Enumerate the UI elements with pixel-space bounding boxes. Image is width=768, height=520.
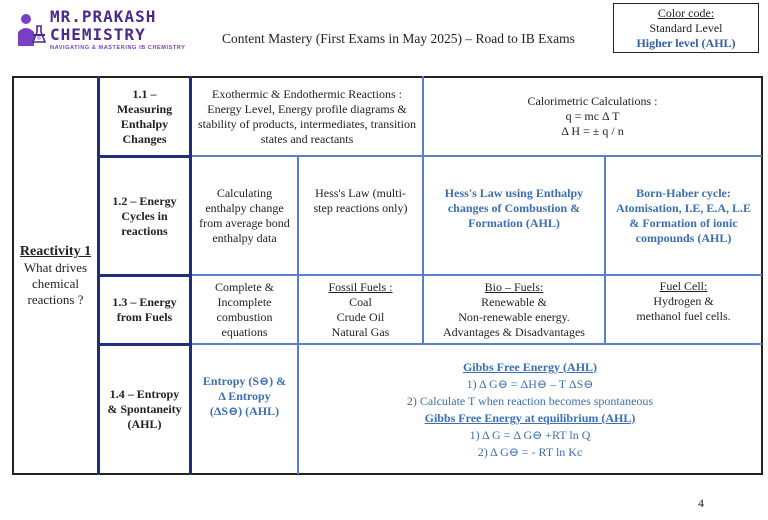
cell-fossil-fuels <box>299 277 422 343</box>
legend-standard: Standard Level <box>649 21 723 35</box>
fuel-cell-item: Hydrogen & <box>653 294 714 308</box>
cell-combustion: Complete & Incomplete combustion equations <box>215 280 274 339</box>
bio-fuel-item: Renewable & <box>481 295 547 309</box>
fossil-fuel-item: Coal <box>349 295 372 309</box>
scientist-icon <box>14 12 48 50</box>
page-number: 4 <box>698 496 704 510</box>
bio-fuel-item: Advantages & Disadvantages <box>443 325 585 339</box>
fuel-cell-title: Fuel Cell: <box>659 279 708 293</box>
gibbs-title: Gibbs Free Energy (AHL) <box>462 359 598 374</box>
cell-fuel-cell <box>606 277 761 343</box>
bio-fuels-title: Bio – Fuels: <box>484 280 544 294</box>
topic-cell <box>14 78 97 473</box>
logo-tagline: NAVIGATING & MASTERING IB CHEMISTRY <box>50 45 186 51</box>
color-code-legend <box>613 3 759 53</box>
fuel-cell-item: methanol fuel cells. <box>636 309 731 323</box>
row-label-1-3: 1.3 – Energy from Fuels <box>112 295 177 324</box>
page-title: Content Mastery (First Exams in May 2025) – Road to IB Exams <box>222 31 575 46</box>
content-table <box>12 76 763 475</box>
gibbs-line-1: 1) Δ G⊖ = ΔH⊖ – T ΔS⊖ <box>466 376 594 391</box>
gibbs-line-3: 1) Δ G = Δ G⊖ +RT ln Q <box>469 427 591 442</box>
cell-hess-law-ahl: Hess's Law using Enthalpy changes of Combustion & Formation (AHL) <box>444 186 584 230</box>
gibbs-line-4: 2) Δ G⊖ = - RT ln Kc <box>477 444 583 459</box>
topic-title: Reactivity 1 <box>19 243 92 259</box>
cell-calorimetry <box>424 78 761 155</box>
calorimetry-eq1: q = mc Δ T <box>565 109 620 123</box>
logo <box>14 8 194 52</box>
bio-fuel-item: Non-renewable energy. <box>458 310 570 324</box>
calorimetry-title: Calorimetric Calculations : <box>527 94 658 108</box>
cell-hess-law: Hess's Law (multi-step reactions only) <box>313 186 408 215</box>
cell-entropy: Entropy (S⊖) & Δ Entropy (ΔS⊖) (AHL) <box>202 374 287 418</box>
cell-energy-profiles: Exothermic & Endothermic Reactions : Energy Level, Energy profile diagrams & stability of products, intermediates, transition states and reactants <box>198 86 416 146</box>
logo-title-line2: CHEMISTRY <box>50 25 146 44</box>
row-label-1-4: 1.4 – Entropy & Spontaneity (AHL) <box>107 387 182 431</box>
cell-bond-enthalpy: Calculating enthalpy change from average bond enthalpy data <box>199 186 290 245</box>
fossil-fuel-item: Natural Gas <box>331 325 390 339</box>
legend-title: Color code: <box>657 6 715 20</box>
fossil-fuels-title: Fossil Fuels : <box>328 280 393 294</box>
cell-gibbs-free-energy <box>299 346 761 473</box>
row-label-1-2: 1.2 – Energy Cycles in reactions <box>112 193 177 238</box>
logo-title-line1: MR.PRAKASH <box>50 7 157 26</box>
fossil-fuel-item: Crude Oil <box>336 310 385 324</box>
row-label-1-1: 1.1 – Measuring Enthalpy Changes <box>116 86 173 146</box>
calorimetry-eq2: Δ H = ± q / n <box>561 124 624 138</box>
gibbs-equilibrium-title: Gibbs Free Energy at equilibrium (AHL) <box>424 410 636 425</box>
gibbs-line-2: 2) Calculate T when reaction becomes spontaneous <box>406 393 654 408</box>
legend-higher: Higher level (AHL) <box>636 36 736 50</box>
topic-question: What drives chemical reactions ? <box>23 259 88 307</box>
cell-bio-fuels <box>424 277 604 343</box>
cell-born-haber: Born-Haber cycle: Atomisation, I.E, E.A, L.E & Formation of ionic compounds (AHL) <box>615 186 752 245</box>
